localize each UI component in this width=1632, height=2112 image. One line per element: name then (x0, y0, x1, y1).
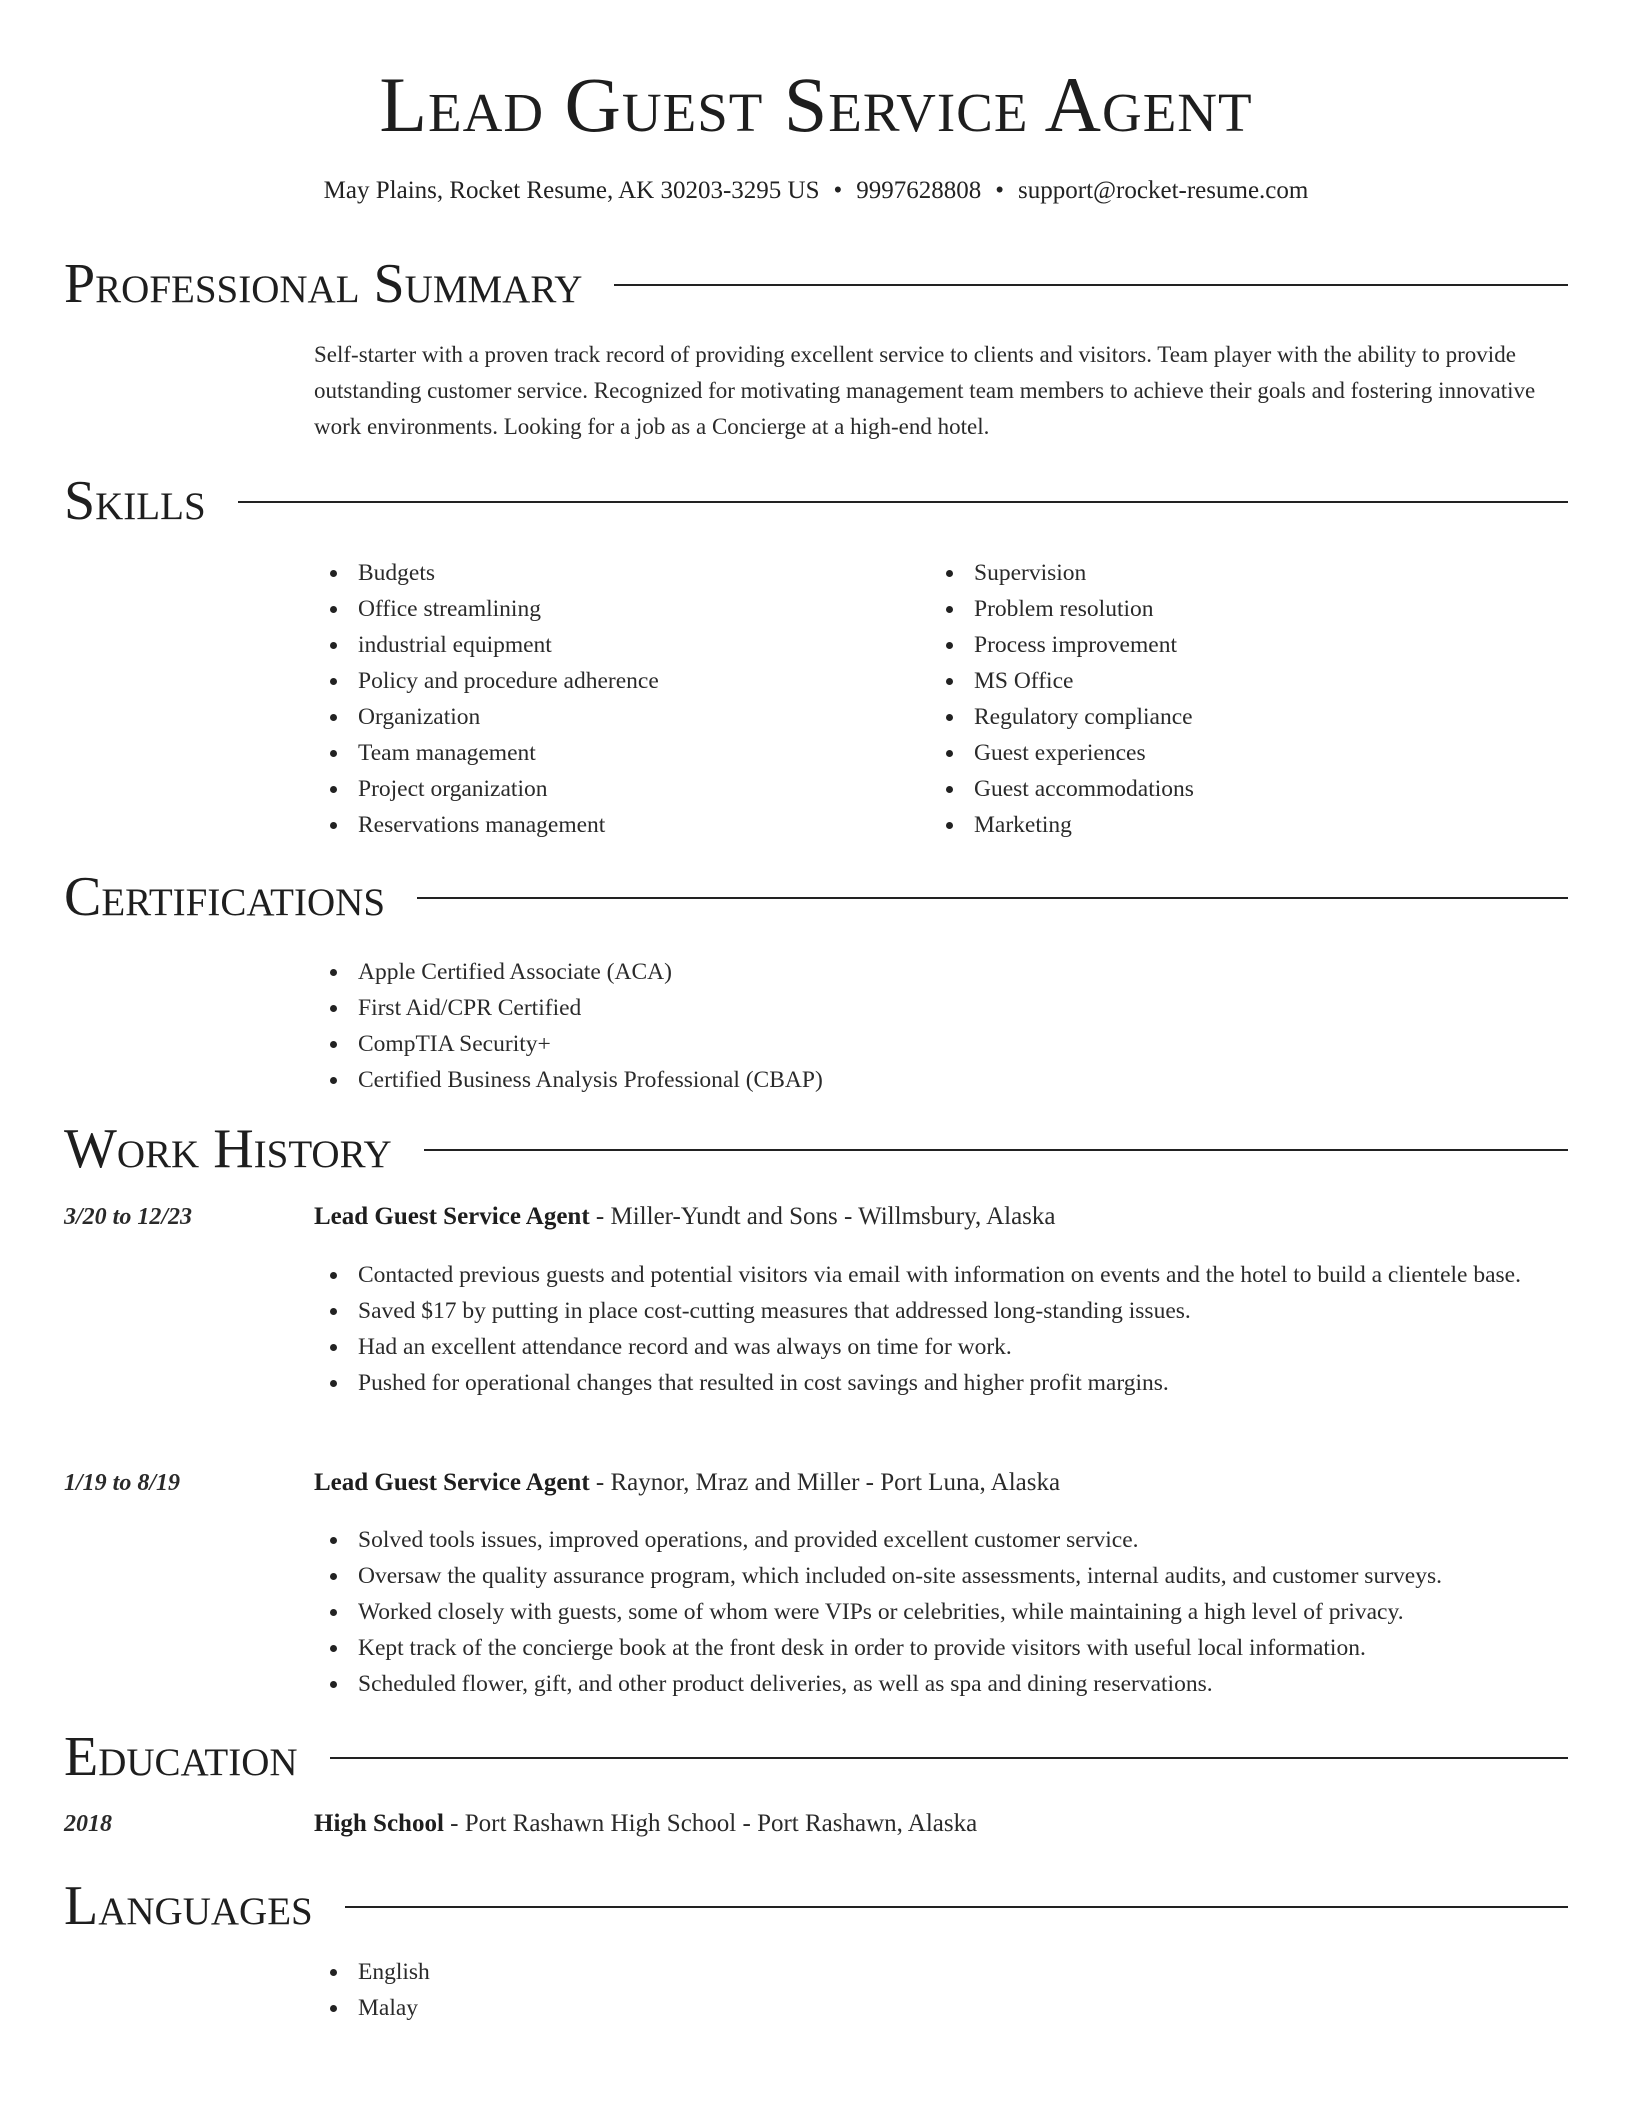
certification-item: Certified Business Analysis Professional (CBAP) (314, 1062, 1514, 1098)
candidate-name: Lead Guest Service Agent (379, 61, 1253, 148)
duty-item: Had an excellent attendance record and was always on time for work. (314, 1329, 1574, 1365)
language-item: Malay (314, 1990, 914, 2026)
skill-item: Supervision (930, 555, 1530, 591)
job-duties-list (314, 1257, 1574, 1401)
job-title: Lead Guest Service Agent (314, 1469, 590, 1496)
section-title: Education (64, 1726, 298, 1788)
skills-list-right (930, 555, 1530, 843)
skill-item: industrial equipment (314, 627, 914, 663)
skill-item: Organization (314, 699, 914, 735)
skill-item: Marketing (930, 807, 1530, 843)
section-title: Professional Summary (64, 253, 583, 315)
skill-item: Office streamlining (314, 591, 914, 627)
work-history-section-header (64, 1117, 1568, 1181)
job-employer: - Miller-Yundt and Sons - Willmsbury, Alaska (589, 1203, 1056, 1230)
degree: High School (314, 1810, 444, 1837)
language-item: English (314, 1954, 914, 1990)
skill-item: Guest experiences (930, 735, 1530, 771)
duty-item: Oversaw the quality assurance program, which included on-site assessments, internal audits, and customer surveys. (314, 1558, 1574, 1594)
section-title: Certifications (64, 866, 386, 928)
address: May Plains, Rocket Resume, AK 30203-3295 US (323, 177, 820, 204)
section-title: Skills (64, 470, 206, 532)
skills-list-left (314, 555, 914, 843)
languages-list (314, 1954, 914, 2026)
section-divider (345, 1906, 1568, 1908)
certification-item: CompTIA Security+ (314, 1026, 1514, 1062)
job-dates: 3/20 to 12/23 (64, 1204, 193, 1230)
section-title: Languages (64, 1875, 313, 1937)
section-divider (330, 1757, 1568, 1759)
skill-item: Policy and procedure adherence (314, 663, 914, 699)
skill-item: Process improvement (930, 627, 1530, 663)
skills-section-header (64, 469, 1568, 533)
duty-item: Scheduled flower, gift, and other product deliveries, as well as spa and dining reservations. (314, 1666, 1574, 1702)
duty-item: Pushed for operational changes that resulted in cost savings and higher profit margins. (314, 1365, 1574, 1401)
duty-item: Contacted previous guests and potential visitors via email with information on events and the hotel to build a clientele base. (314, 1257, 1574, 1293)
separator: • (833, 177, 843, 204)
job-heading (314, 1199, 1056, 1235)
certification-item: Apple Certified Associate (ACA) (314, 954, 1514, 990)
skill-item: Project organization (314, 771, 914, 807)
skill-item: MS Office (930, 663, 1530, 699)
job-dates: 1/19 to 8/19 (64, 1470, 181, 1496)
job-duties-list (314, 1522, 1574, 1702)
skill-item: Budgets (314, 555, 914, 591)
job-employer: - Raynor, Mraz and Miller - Port Luna, Alaska (589, 1469, 1061, 1496)
contact-line (0, 174, 1632, 208)
school: - Port Rashawn High School - Port Rashawn, Alaska (443, 1810, 978, 1837)
summary-text: Self-starter with a proven track record of providing excellent service to clients and visitors. Team player with the ability to provide outstanding customer service. Recognized for motivating management team members to achieve their goals and fostering innovative work environments. Looking for a job as a Concierge at a high-end hotel. (314, 342, 1536, 439)
email: support@rocket-resume.com (1018, 177, 1309, 204)
duty-item: Worked closely with guests, some of whom were VIPs or celebrities, while maintaining a high level of privacy. (314, 1594, 1574, 1630)
section-divider (417, 897, 1568, 899)
section-divider (424, 1149, 1568, 1151)
duty-item: Solved tools issues, improved operations, and provided excellent customer service. (314, 1522, 1574, 1558)
job-title: Lead Guest Service Agent (314, 1203, 590, 1230)
education-year: 2018 (64, 1811, 112, 1837)
summary-section-header (64, 252, 1568, 316)
certifications-section-header (64, 865, 1568, 929)
separator: • (995, 177, 1005, 204)
section-divider (614, 284, 1568, 286)
section-divider (238, 501, 1568, 503)
certifications-list (314, 954, 1514, 1098)
duty-item: Saved $17 by putting in place cost-cutting measures that addressed long-standing issues. (314, 1293, 1574, 1329)
job-heading (314, 1465, 1060, 1501)
education-section-header (64, 1725, 1568, 1789)
phone: 9997628808 (856, 177, 982, 204)
education-heading (314, 1806, 977, 1842)
skill-item: Problem resolution (930, 591, 1530, 627)
skill-item: Team management (314, 735, 914, 771)
section-title: Work History (64, 1118, 392, 1180)
skill-item: Reservations management (314, 807, 914, 843)
skill-item: Regulatory compliance (930, 699, 1530, 735)
duty-item: Kept track of the concierge book at the front desk in order to provide visitors with useful local information. (314, 1630, 1574, 1666)
skill-item: Guest accommodations (930, 771, 1530, 807)
languages-section-header (64, 1874, 1568, 1938)
certification-item: First Aid/CPR Certified (314, 990, 1514, 1026)
